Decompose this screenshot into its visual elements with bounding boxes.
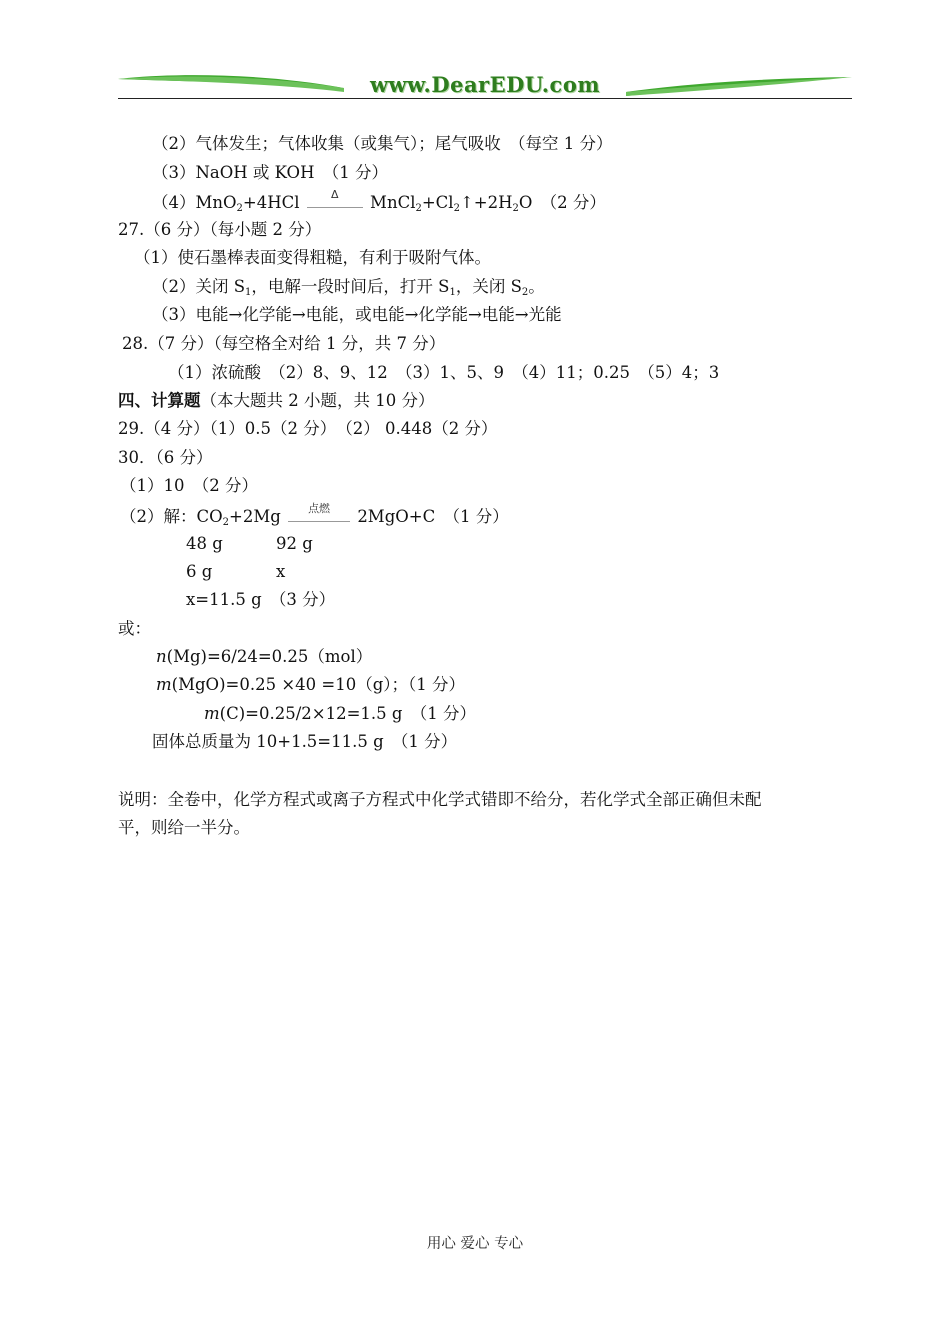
ratio-line: 6 g <box>186 562 213 581</box>
answer-line <box>152 276 545 298</box>
eq-subscript: 2 <box>512 203 519 214</box>
eq-text: +Cl <box>421 193 454 212</box>
condition-line <box>307 207 363 208</box>
eq-text: 2MgO+C （1 分） <box>357 507 509 526</box>
answer-line: （1）浓硫酸 （2）8、9、12 （3）1、5、9 （4）11；0.25 （5）4；3 <box>168 363 720 382</box>
eq-text: （4）MnO <box>152 193 237 212</box>
page-footer: 用心 爱心 专心 <box>426 1236 524 1252</box>
question-heading: 27.（6 分）（每小题 2 分） <box>118 220 322 239</box>
condition-line <box>288 521 350 522</box>
alternative-heading: 或： <box>118 619 151 638</box>
question-heading: 30．（6 分） <box>118 448 213 467</box>
text: ，关闭 S <box>455 277 522 296</box>
section-note: （本大题共 2 小题，共 10 分） <box>200 391 435 410</box>
eq-text: +4HCl <box>242 193 300 212</box>
site-logo-text: www.DearEDU.com <box>369 72 601 97</box>
subscript: 2 <box>521 287 529 298</box>
calc-text: (Mg)=6/24=0.25（mol） <box>166 647 373 666</box>
reaction-condition <box>307 190 363 210</box>
ignite-label: 点燃 <box>308 502 331 515</box>
eq-text: MnCl <box>370 193 416 212</box>
eq-text: （2）解：CO <box>120 507 223 526</box>
equation-line-co2 <box>120 504 509 528</box>
answer-line: （1）使石墨棒表面变得粗糙，有利于吸附气体。 <box>134 248 491 267</box>
eq-subscript: 2 <box>453 203 460 214</box>
eq-subscript: 2 <box>222 517 230 528</box>
variable: m <box>204 704 220 723</box>
eq-text: ↑+2H <box>459 193 513 212</box>
reaction-condition <box>288 504 350 524</box>
subscript: 1 <box>245 287 252 298</box>
text: （2）关闭 S <box>152 277 246 296</box>
section-heading <box>118 390 434 412</box>
calc-text: (C)=0.25/2×12=1.5 g （1 分） <box>219 704 476 723</box>
page-header <box>118 68 852 102</box>
answer-line: （2）气体发生；气体收集（或集气）；尾气吸收 （每空 1 分） <box>152 134 613 153</box>
answer-line: （3）电能→化学能→电能，或电能→化学能→电能→光能 <box>152 305 562 324</box>
header-divider <box>118 98 852 99</box>
variable: m <box>156 675 172 694</box>
question-heading: 29.（4 分）（1）0.5（2 分） （2） 0.448（2 分） <box>118 419 498 438</box>
note-line: 平，则给一半分。 <box>118 818 250 837</box>
variable: n <box>156 647 167 666</box>
answer-line: （3）NaOH 或 KOH （1 分） <box>152 163 388 182</box>
calc-line: 固体总质量为 10+1.5=11.5 g （1 分） <box>152 732 458 751</box>
calc-line <box>156 674 465 696</box>
answer-line: （1）10 （2 分） <box>120 476 258 495</box>
note-line: 说明：全卷中，化学方程式或离子方程式中化学式错即不给分，若化学式全部正确但未配 <box>118 790 762 809</box>
question-heading: 28.（7 分）（每空格全对给 1 分，共 7 分） <box>122 334 446 353</box>
calc-line <box>204 703 476 725</box>
calc-line <box>156 646 372 668</box>
calc-text: (MgO)=0.25 ×40 =10（g）；（1 分） <box>171 675 466 694</box>
ratio-line: 92 g <box>276 534 313 553</box>
eq-subscript: 2 <box>415 203 422 214</box>
text: 。 <box>528 277 545 296</box>
eq-text: +2Mg <box>229 507 281 526</box>
ratio-line: 48 g <box>186 534 223 553</box>
eq-text: O （2 分） <box>518 193 606 212</box>
text: ，电解一段时间后，打开 S <box>251 277 450 296</box>
result-line: x=11.5 g （3 分） <box>186 590 336 609</box>
section-title: 四、计算题 <box>118 391 201 410</box>
equation-line-mno2 <box>152 190 606 214</box>
heat-symbol: Δ <box>331 188 339 201</box>
subscript: 1 <box>449 287 456 298</box>
eq-subscript: 2 <box>236 203 243 214</box>
ratio-line: x <box>276 562 286 581</box>
